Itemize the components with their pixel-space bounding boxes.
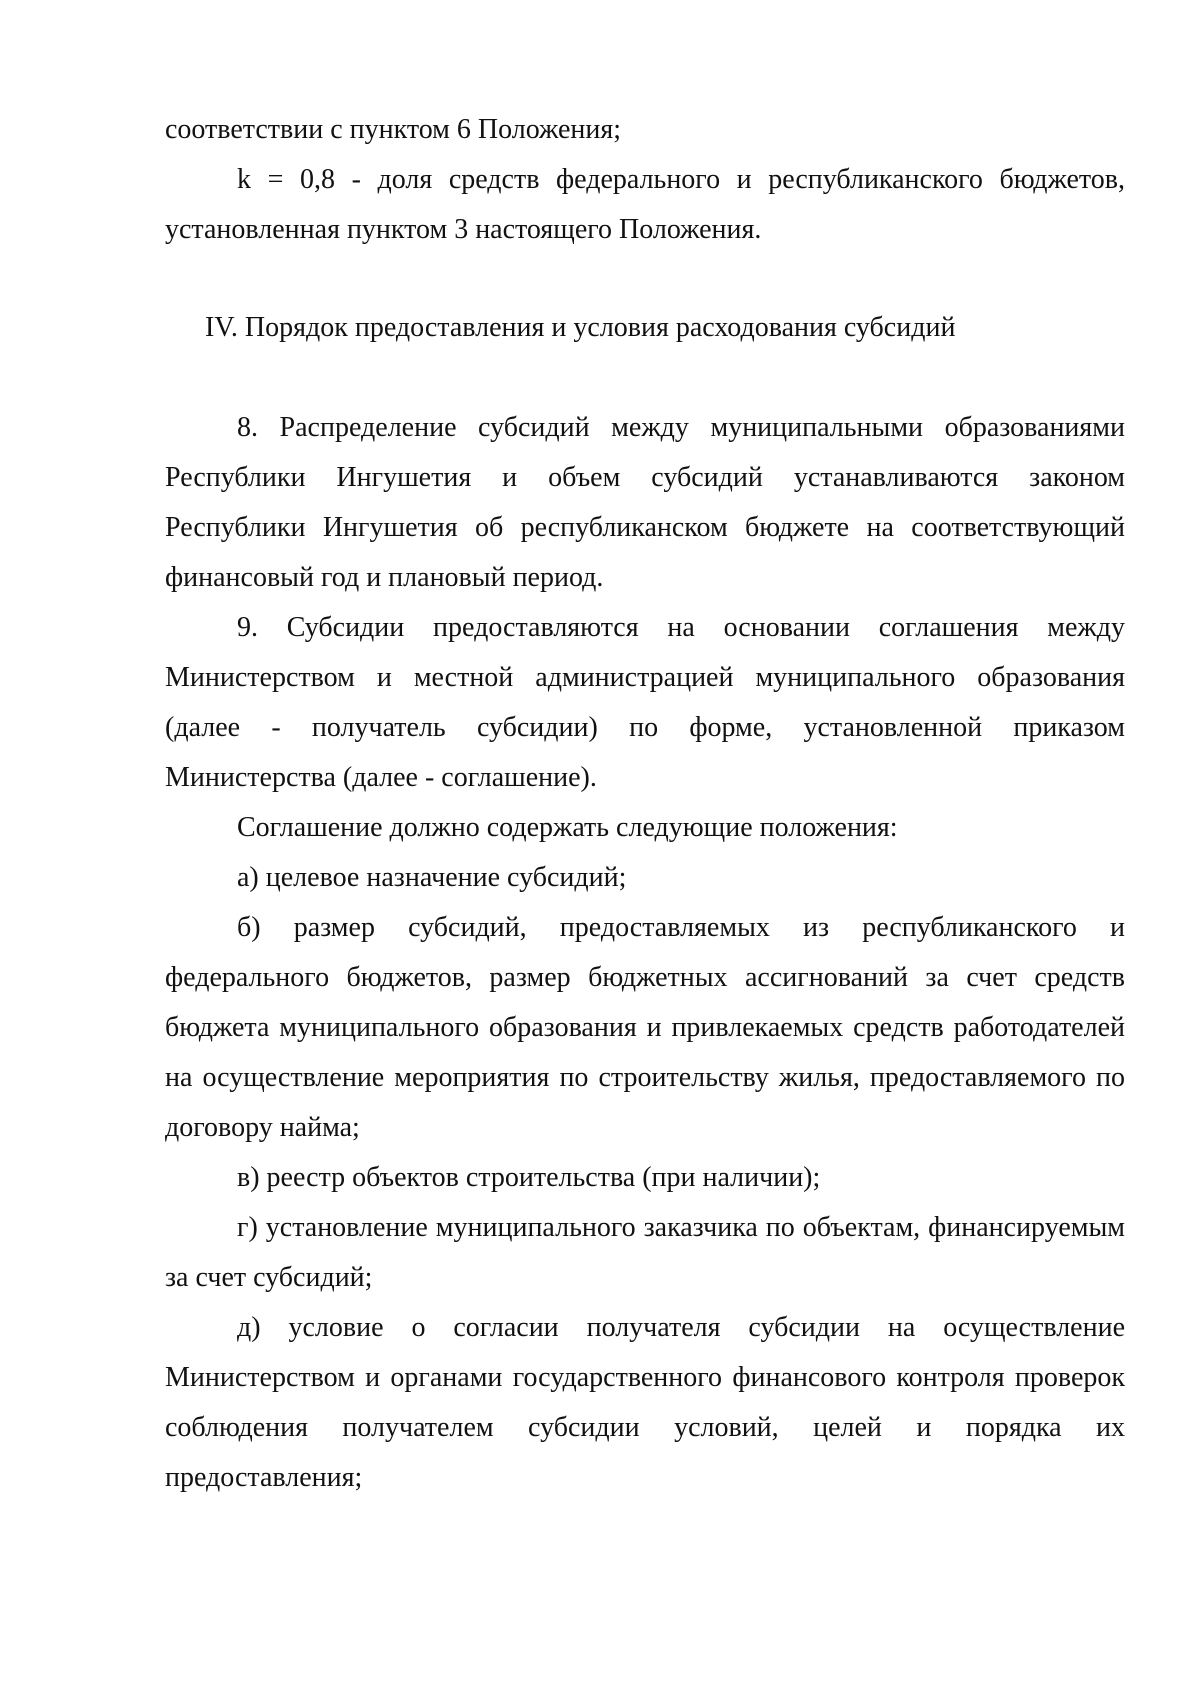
paragraph-9: 9. Субсидии предоставляются на основании соглашения между Министерством и местной администрацией муниципального образования (далее - получатель субсидии) по форме, установленной приказом Министерства (далее - соглашение).	[165, 612, 1125, 793]
list-item-a: а) целевое назначение субсидий;	[237, 862, 627, 893]
section-heading: IV. Порядок предоставления и условия расходования субсидий	[205, 312, 956, 343]
paragraph-agreement-intro: Соглашение должно содержать следующие положения:	[237, 812, 898, 843]
list-item-d: д) условие о согласии получателя субсидии на осуществление Министерством и органами государственного финансового контроля проверок соблюдения получателем субсидии условий, целей и порядка их предоставления;	[165, 1312, 1125, 1493]
list-item-v: в) реестр объектов строительства (при наличии);	[237, 1162, 821, 1193]
list-item-g: г) установление муниципального заказчика по объектам, финансируемым за счет субсидий;	[165, 1212, 1125, 1293]
paragraph-continuation: соответствии с пунктом 6 Положения;	[165, 114, 622, 145]
paragraph-coefficient-k: k = 0,8 - доля средств федерального и республиканского бюджетов, установленная пунктом 3 настоящего Положения.	[165, 164, 1125, 245]
list-item-b: б) размер субсидий, предоставляемых из республиканского и федерального бюджетов, размер бюджетных ассигнований за счет средств бюджета муниципального образования и привлекаемых средств работодателей на осуществление мероприятия по строительству жилья, предоставляемого по договору найма;	[165, 912, 1125, 1143]
paragraph-8: 8. Распределение субсидий между муниципальными образованиями Республики Ингушетия и объем субсидий устанавливаются законом Республики Ингушетия об республиканском бюджете на соответствующий финансовый год и плановый период.	[165, 412, 1125, 593]
document-page	[165, 105, 1125, 1503]
